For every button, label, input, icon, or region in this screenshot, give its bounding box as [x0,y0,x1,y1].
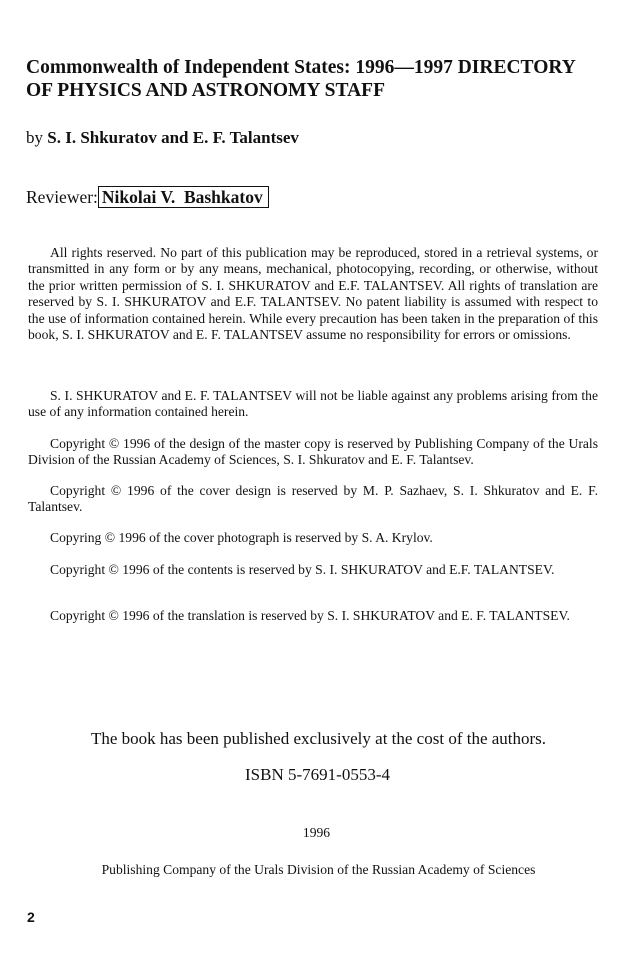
publisher: Publishing Company of the Urals Division of the Russian Academy of Sciences [101,862,536,877]
published-note: The book has been published exclusively at the cost of the authors. [90,729,547,748]
copyright-master-block [28,436,598,469]
reviewer-name: Nikolai V. Bashkatov [98,186,269,208]
copyright-cover-design: Copyright © 1996 of the cover design is reserved by M. P. Sazhaev, S. I. Shkuratov and E. F. Talantsev. [28,483,598,515]
reviewer-label: Reviewer: [26,187,98,207]
copyright-contents: Copyright © 1996 of the contents is reserved by S. I. SHKURATOV and E.F. TALANTSEV. [50,562,555,577]
page-number: 2 [27,909,35,925]
liability-notice: S. I. SHKURATOV and E. F. TALANTSEV will not be liable against any problems arising from the use of any information contained herein. [28,388,598,420]
liability-notice-block [28,388,598,421]
publication-year: 1996 [302,825,331,840]
copyright-master: Copyright © 1996 of the design of the master copy is reserved by Publishing Company of the Urals Division of the Russian Academy of Sciences, S. I. Shkuratov and E. F. Talantsev. [28,436,598,468]
authors-line [26,127,299,149]
authors-names: S. I. Shkuratov and E. F. Talantsev [47,128,299,147]
copyright-cover-photo-block [28,530,598,546]
copyright-contents-block [28,562,598,578]
page-title: Commonwealth of Independent States: 1996—1997 DIRECTORY OF PHYSICS AND ASTRONOMY STAFF [26,57,576,101]
copyright-cover-photo: Copyring © 1996 of the cover photograph is reserved by S. A. Krylov. [50,530,433,545]
copyright-cover-design-block [28,483,598,516]
authors-prefix: by [26,128,43,147]
reviewer-line [26,186,269,208]
copyright-translation-block [28,608,598,624]
rights-notice-block [28,245,598,343]
copyright-translation: Copyright © 1996 of the translation is reserved by S. I. SHKURATOV and E. F. TALANTSEV. [50,608,570,623]
rights-notice: All rights reserved. No part of this publication may be reproduced, stored in a retrieval systems, or transmitted in any form or by any means, mechanical, photocopying, recording, or otherwise, without the prior written permission of S. I. SHKURATOV and E.F. TALANTSEV. All rights of translation are reserved by S. I. SHKURATOV and E.F. TALANTSEV. No patent liability is assumed with respect to the use of information contained herein. While every precaution has been taken in the preparation of this book, S. I. SHKURATOV and E. F. TALANTSEV assume no responsibility for errors or omissions. [28,245,598,343]
isbn: ISBN 5-7691-0553-4 [245,765,390,784]
